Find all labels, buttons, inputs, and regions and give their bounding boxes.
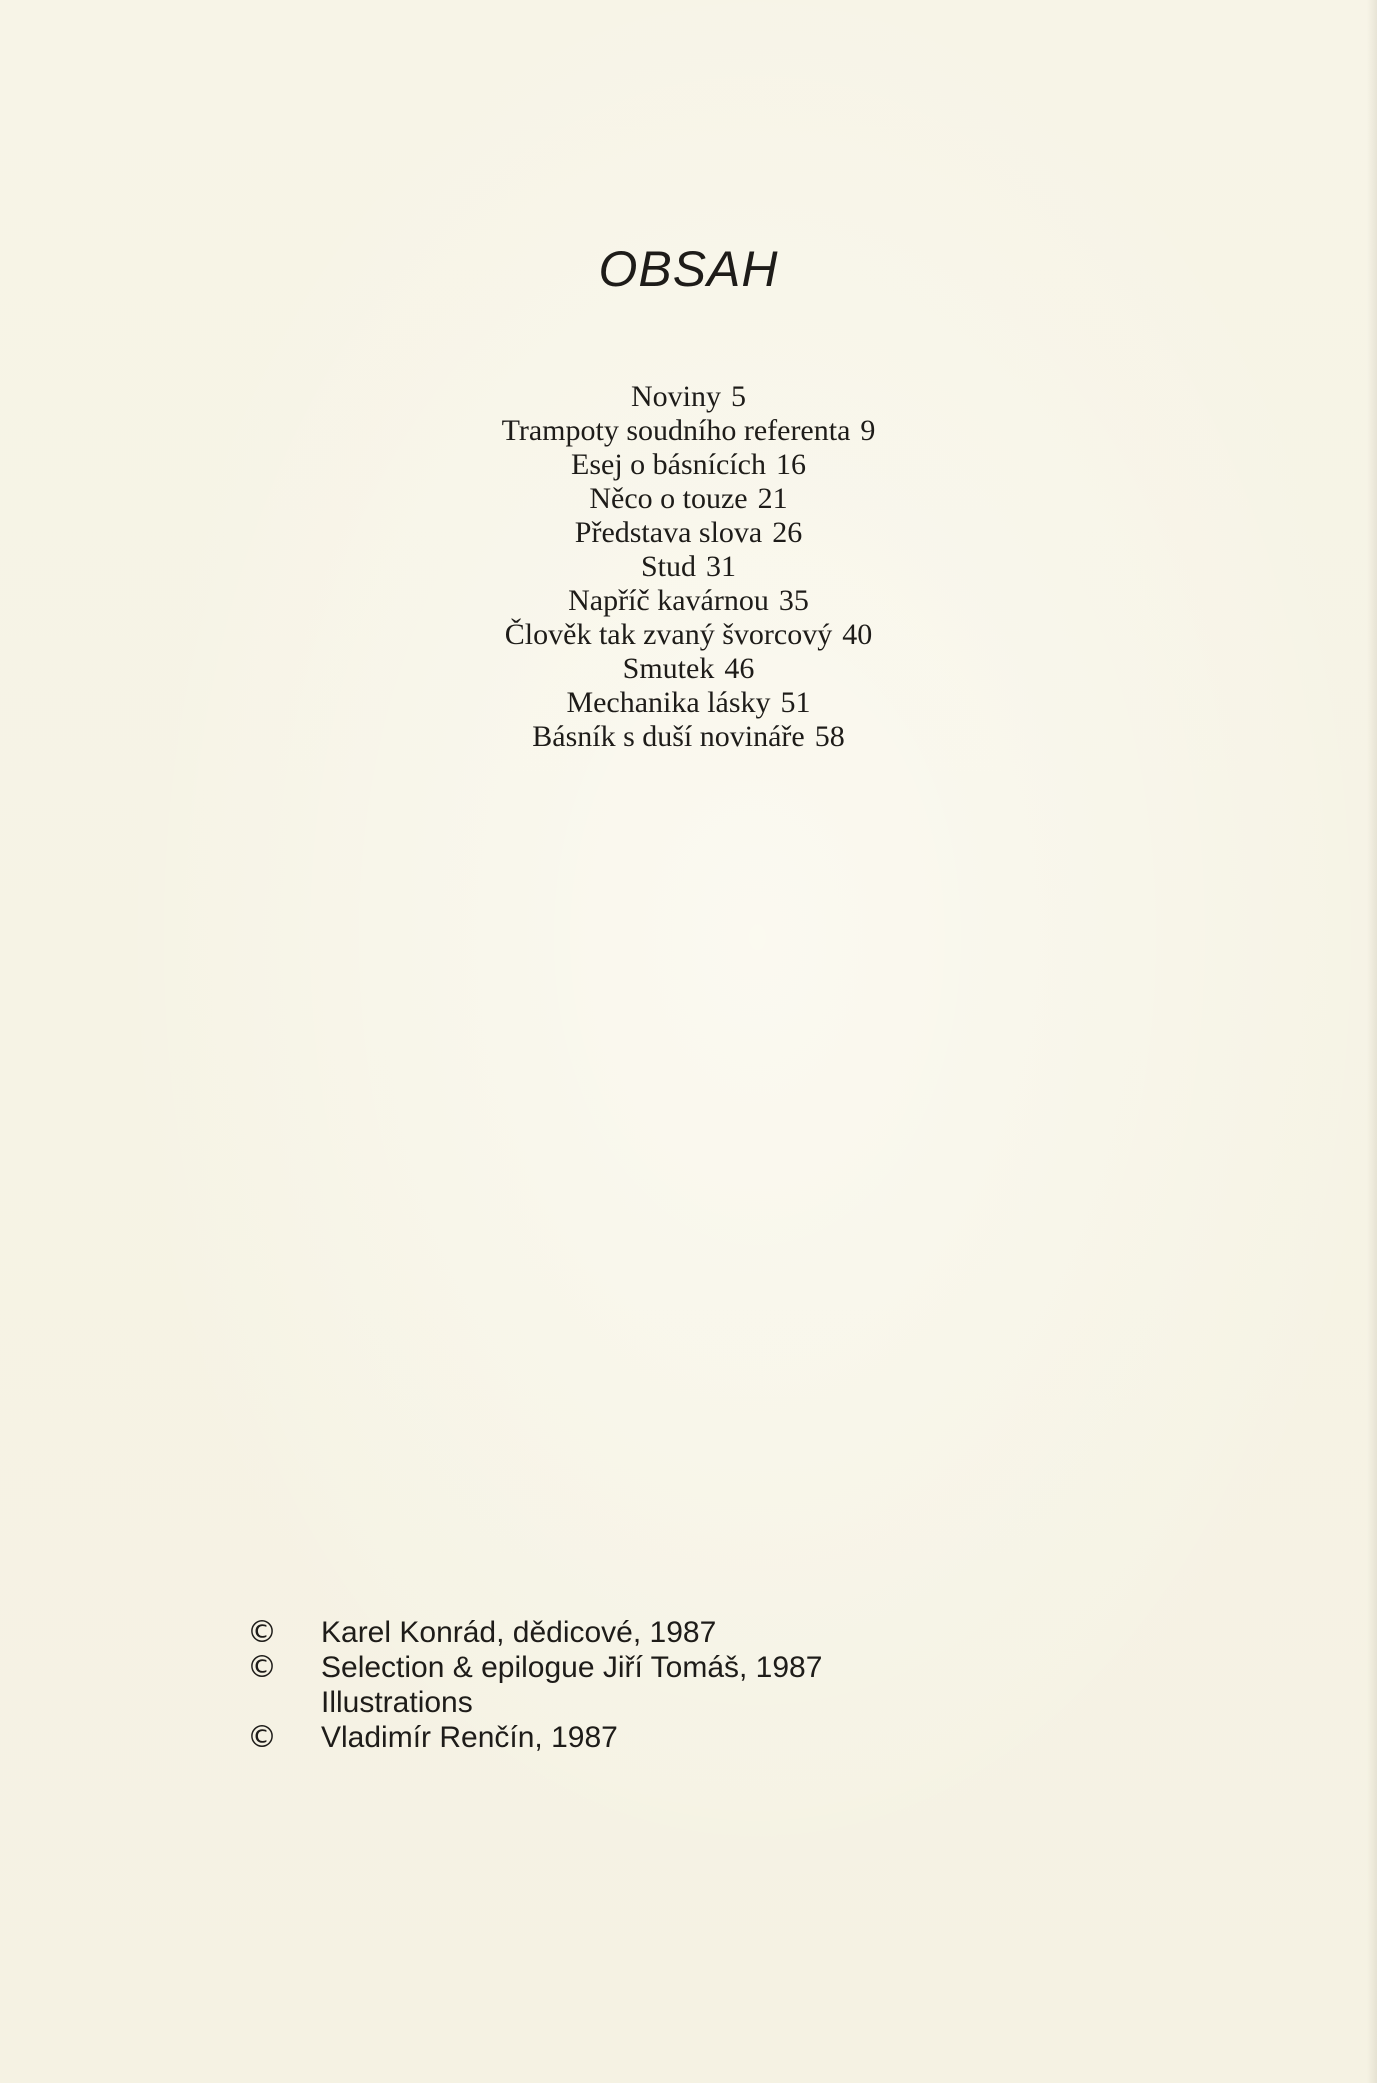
toc-entry-title: Mechanika lásky — [566, 686, 771, 719]
toc-entry — [0, 686, 1377, 720]
copyright-line — [235, 1615, 1035, 1650]
toc-entry-page: 51 — [780, 686, 811, 719]
toc-entry-title: Stud — [640, 550, 697, 583]
toc-entry-title: Noviny — [631, 380, 721, 413]
toc-entry-page: 9 — [860, 414, 876, 447]
toc-entry-title: Něco o touze — [589, 482, 748, 515]
toc-entry-page: 31 — [706, 550, 737, 583]
toc-entry-page: 26 — [772, 516, 803, 549]
toc-entry — [0, 584, 1377, 618]
toc-entry-page: 35 — [778, 584, 809, 617]
copyright-text: Selection & epilogue Jiří Tomáš, 1987 — [321, 1651, 823, 1684]
toc-list — [0, 380, 1377, 754]
toc-entry — [0, 414, 1377, 448]
toc-entry — [0, 720, 1377, 754]
copyright-line — [235, 1650, 1035, 1685]
toc-entry-title: Trampoty soudního referenta — [501, 414, 851, 447]
toc-entry — [0, 482, 1377, 516]
toc-entry-page: 46 — [724, 652, 755, 685]
copyright-text: Vladimír Renčín, 1987 — [321, 1721, 618, 1754]
toc-entry-page: 40 — [842, 618, 873, 651]
toc-entry — [0, 380, 1377, 414]
copyright-line — [235, 1720, 1035, 1755]
toc-entry-title: Básník s duší novináře — [532, 720, 805, 753]
toc-entry-title: Smutek — [622, 652, 715, 685]
toc-entry-title: Člověk tak zvaný švorcový — [504, 618, 833, 651]
toc-entry-page: 21 — [757, 482, 788, 515]
copyright-line — [235, 1685, 1035, 1720]
copyright-symbol: © — [247, 1615, 277, 1650]
toc-entry — [0, 448, 1377, 482]
toc-entry-title: Napříč kavárnou — [568, 584, 769, 617]
copyright-text: Karel Konrád, dědicové, 1987 — [321, 1616, 717, 1649]
toc-entry-title: Představa slova — [574, 516, 763, 549]
toc-entry-page: 16 — [775, 448, 806, 481]
toc-entry-page: 5 — [731, 380, 746, 413]
copyright-notice — [235, 1615, 1035, 1755]
toc-entry-title: Esej o básnících — [571, 448, 766, 481]
toc-entry — [0, 516, 1377, 550]
toc-title: OBSAH — [598, 241, 779, 297]
copyright-symbol: © — [247, 1720, 277, 1755]
toc-entry — [0, 550, 1377, 584]
copyright-text: Illustrations — [321, 1686, 473, 1719]
toc-entry — [0, 652, 1377, 686]
toc-entry-page: 58 — [814, 720, 845, 753]
copyright-symbol: © — [247, 1650, 277, 1685]
toc-entry — [0, 618, 1377, 652]
